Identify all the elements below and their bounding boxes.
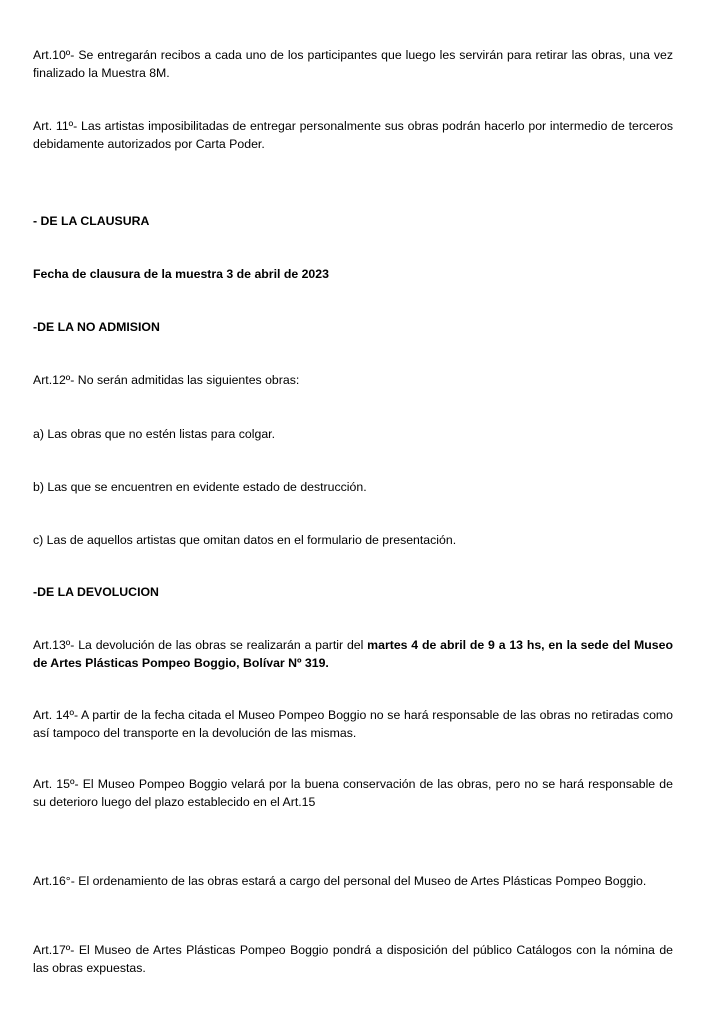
article-13 bbox=[33, 637, 673, 672]
article-13-bold-text: martes 4 de abril de 9 a 13 hs, en la sede del Museo de Artes Plásticas Pompeo Boggio, Bolívar Nº 319. bbox=[33, 638, 673, 670]
article-12: Art.12º- No serán admitidas las siguientes obras: bbox=[33, 373, 300, 387]
list-item-a: a) Las obras que no estén listas para colgar. bbox=[33, 427, 275, 441]
article-11: Art. 11º- Las artistas imposibilitadas de entregar personalmente sus obras podrán hacerlo por intermedio de terceros debidamente autorizados por Carta Poder. bbox=[33, 119, 673, 151]
article-16: Art.16°- El ordenamiento de las obras estará a cargo del personal del Museo de Artes Plásticas Pompeo Boggio. bbox=[33, 874, 647, 888]
article-10: Art.10º- Se entregarán recibos a cada uno de los participantes que luego les servirán para retirar las obras, una vez finalizado la Muestra 8M. bbox=[33, 48, 673, 80]
heading-clausura: - DE LA CLAUSURA bbox=[33, 214, 150, 228]
heading-devolucion: -DE LA DEVOLUCION bbox=[33, 585, 159, 599]
article-14: Art. 14º- A partir de la fecha citada el Museo Pompeo Boggio no se hará responsable de las obras no retiradas como así tampoco del transporte en la devolución de las mismas. bbox=[33, 708, 673, 740]
article-17: Art.17º- El Museo de Artes Plásticas Pompeo Boggio pondrá a disposición del público Catálogos con la nómina de las obras expuestas. bbox=[33, 943, 673, 975]
list-item-b: b) Las que se encuentren en evidente estado de destrucción. bbox=[33, 480, 367, 494]
list-item-c: c) Las de aquellos artistas que omitan datos en el formulario de presentación. bbox=[33, 533, 457, 547]
heading-no-admision: -DE LA NO ADMISION bbox=[33, 320, 160, 334]
closing-date: Fecha de clausura de la muestra 3 de abril de 2023 bbox=[33, 267, 329, 281]
article-15: Art. 15º- El Museo Pompeo Boggio velará por la buena conservación de las obras, pero no se hará responsable de su deterioro luego del plazo establecido en el Art.15 bbox=[33, 777, 673, 809]
article-13-text: Art.13º- La devolución de las obras se realizarán a partir del bbox=[33, 638, 368, 652]
